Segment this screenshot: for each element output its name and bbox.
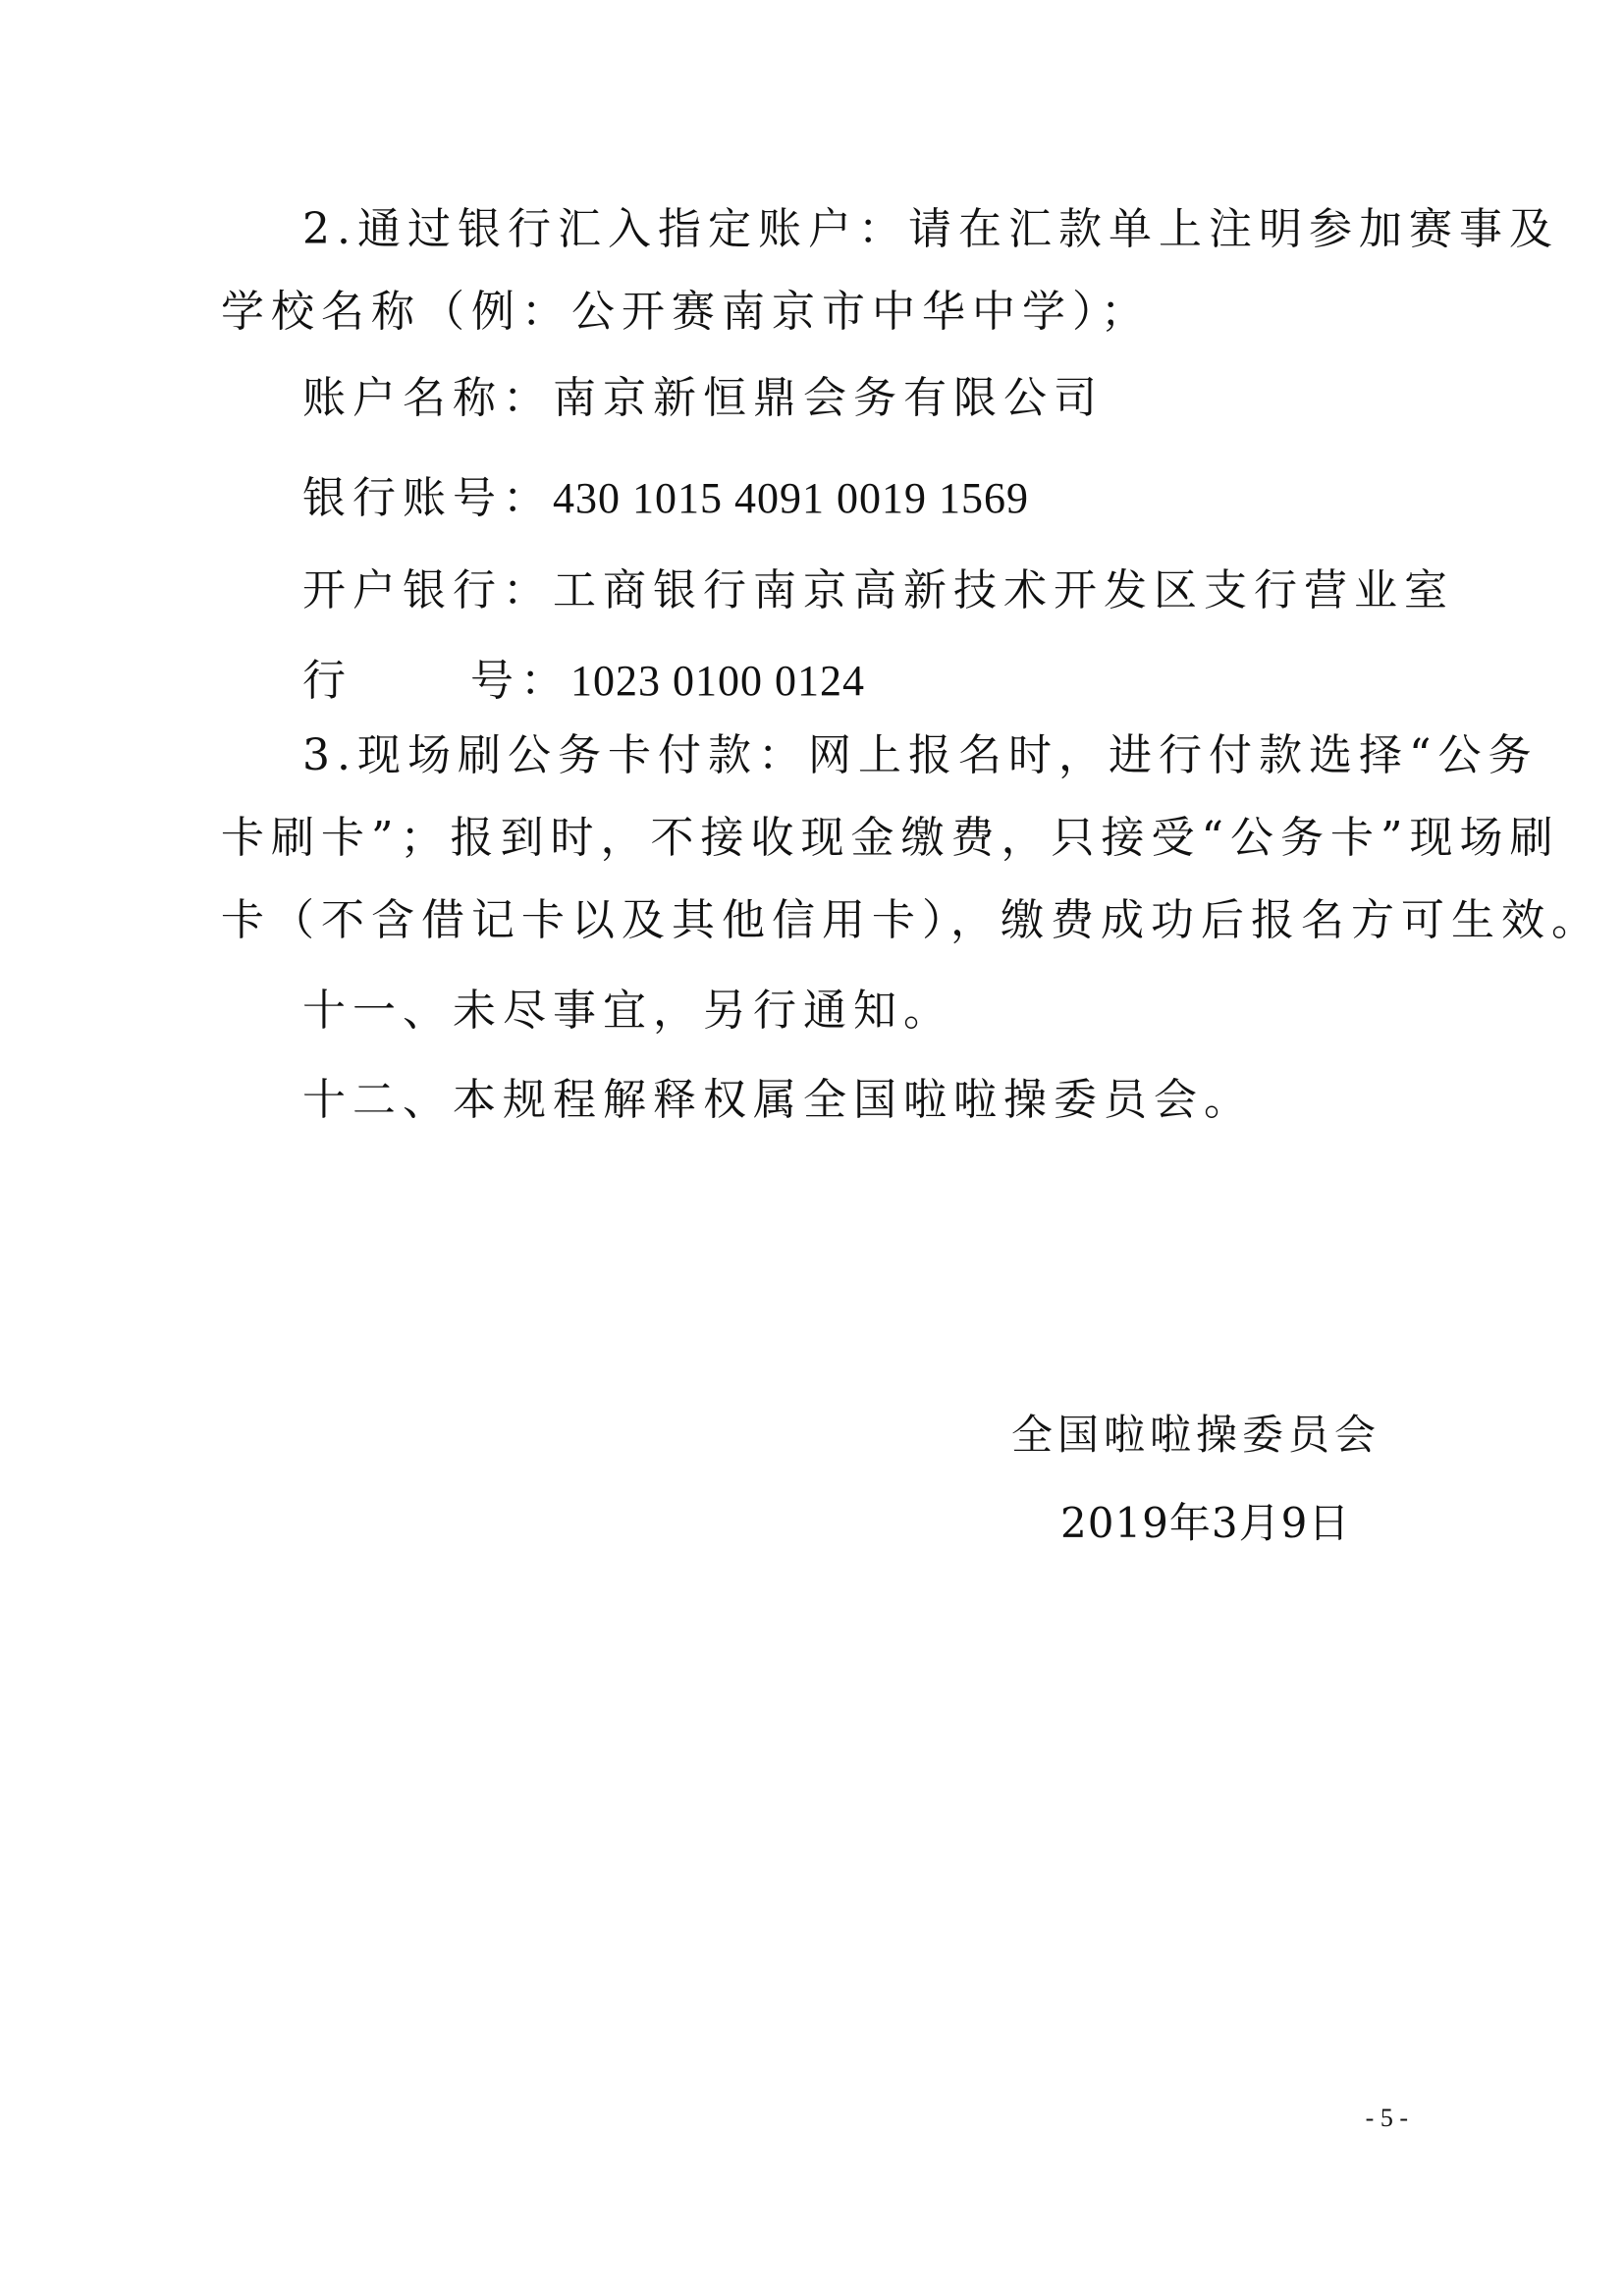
signature-date: 2019年3月9日 [1060, 1499, 1351, 1547]
account-number-label: 银行账号： [302, 473, 553, 523]
bank-code-label-part-2: 号： [470, 656, 570, 706]
account-number-value: 430 1015 4091 0019 1569 [553, 474, 1029, 522]
bank-code-line [302, 654, 865, 709]
bank-line [302, 563, 1454, 618]
signature-organization: 全国啦啦操委员会 [1011, 1411, 1381, 1459]
account-name-value: 南京新恒鼎会务有限公司 [553, 373, 1104, 423]
account-name-line [302, 371, 1104, 426]
bank-value: 工商银行南京高新技术开发区支行营业室 [553, 565, 1454, 615]
paragraph-bank-transfer-line-2: 学校名称（例：公开赛南京市中华中学）； [221, 287, 1151, 337]
account-name-label: 账户名称： [302, 373, 553, 423]
section-eleven: 十一、未尽事宜，另行通知。 [302, 986, 953, 1036]
paragraph-bank-transfer-line-1: 2.通过银行汇入指定账户：请在汇款单上注明参加赛事及 [302, 204, 1559, 254]
paragraph-card-payment-line-2: 卡刷卡”；报到时，不接收现金缴费，只接受“公务卡”现场刷 [221, 813, 1560, 863]
bank-code-label-part-1: 行 [302, 656, 352, 706]
paragraph-card-payment-line-3: 卡（不含借记卡以及其他信用卡），缴费成功后报名方可生效。 [221, 895, 1601, 945]
bank-code-value: 1023 0100 0124 [570, 657, 865, 705]
bank-label: 开户银行： [302, 565, 553, 615]
page-number: - 5 - [1365, 2104, 1408, 2132]
paragraph-card-payment-line-1: 3.现场刷公务卡付款：网上报名时，进行付款选择“公务 [302, 730, 1539, 780]
section-twelve: 十二、本规程解释权属全国啦啦操委员会。 [302, 1075, 1254, 1125]
account-number-line [302, 471, 1029, 526]
